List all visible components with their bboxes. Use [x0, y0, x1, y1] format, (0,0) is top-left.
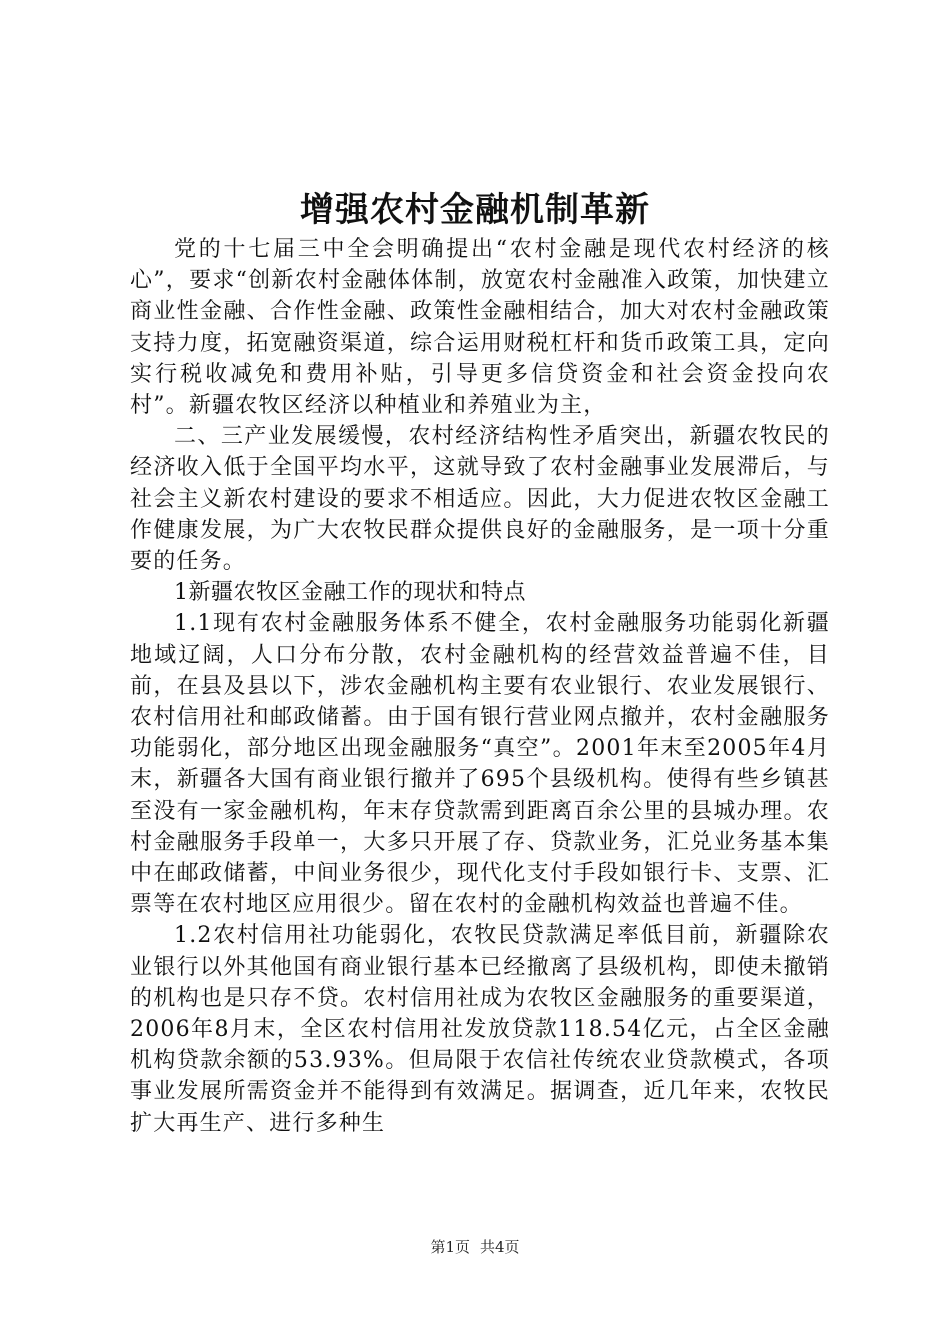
- paragraph-2: 二、三产业发展缓慢，农村经济结构性矛盾突出，新疆农牧民的经济收入低于全国平均水平，这就导致了农村金融事业发展滞后，与社会主义新农村建设的要求不相适应。因此，大力促进农牧区金融工作健康发展，为广大农牧民群众提供良好的金融服务，是一项十分重要的任务。: [130, 424, 830, 575]
- document-title: 增强农村金融机制革新: [300, 190, 650, 230]
- section-heading-1: 1新疆农牧区金融工作的现状和特点: [174, 580, 526, 606]
- page-number: 第1页: [430, 1238, 470, 1256]
- document-body: [130, 234, 830, 1139]
- page-total: 共4页: [480, 1238, 520, 1256]
- page-footer: [0, 1237, 950, 1257]
- paragraph-1: 党的十七届三中全会明确提出“农村金融是现代农村经济的核心”，要求“创新农村金融体体制，放宽农村金融准入政策，加快建立商业性金融、合作性金融、政策性金融相结合，加大对农村金融政策支持力度，拓宽融资渠道，综合运用财税杠杆和货币政策工具，定向实行税收减免和费用补贴，引导更多信贷资金和社会资金投向农村”。新疆农牧区经济以种植业和养殖业为主，: [130, 237, 830, 419]
- paragraph-section-1-1: 1.1现有农村金融服务体系不健全，农村金融服务功能弱化新疆地域辽阔，人口分布分散，农村金融机构的经营效益普遍不佳，目前，在县及县以下，涉农金融机构主要有农业银行、农业发展银行、农村信用社和邮政储蓄。由于国有银行营业网点撤并，农村金融服务功能弱化，部分地区出现金融服务“真空”。2001年末至2005年4月末，新疆各大国有商业银行撤并了695个县级机构。使得有些乡镇甚至没有一家金融机构，年末存贷款需到距离百余公里的县城办理。农村金融服务手段单一，大多只开展了存、贷款业务，汇兑业务基本集中在邮政储蓄，中间业务很少，现代化支付手段如银行卡、支票、汇票等在农村地区应用很少。留在农村的金融机构效益也普遍不佳。: [130, 611, 830, 918]
- paragraph-section-1-2: 1.2农村信用社功能弱化，农牧民贷款满足率低目前，新疆除农业银行以外其他国有商业银行基本已经撤离了县级机构，即使未撤销的机构也是只存不贷。农村信用社成为农牧区金融服务的重要渠道，2006年8月末，全区农村信用社发放贷款118.54亿元，占全区金融机构贷款余额的53.93%。但局限于农信社传统农业贷款模式，各项事业发展所需资金并不能得到有效满足。据调查，近几年来，农牧民扩大再生产、进行多种生: [130, 923, 830, 1136]
